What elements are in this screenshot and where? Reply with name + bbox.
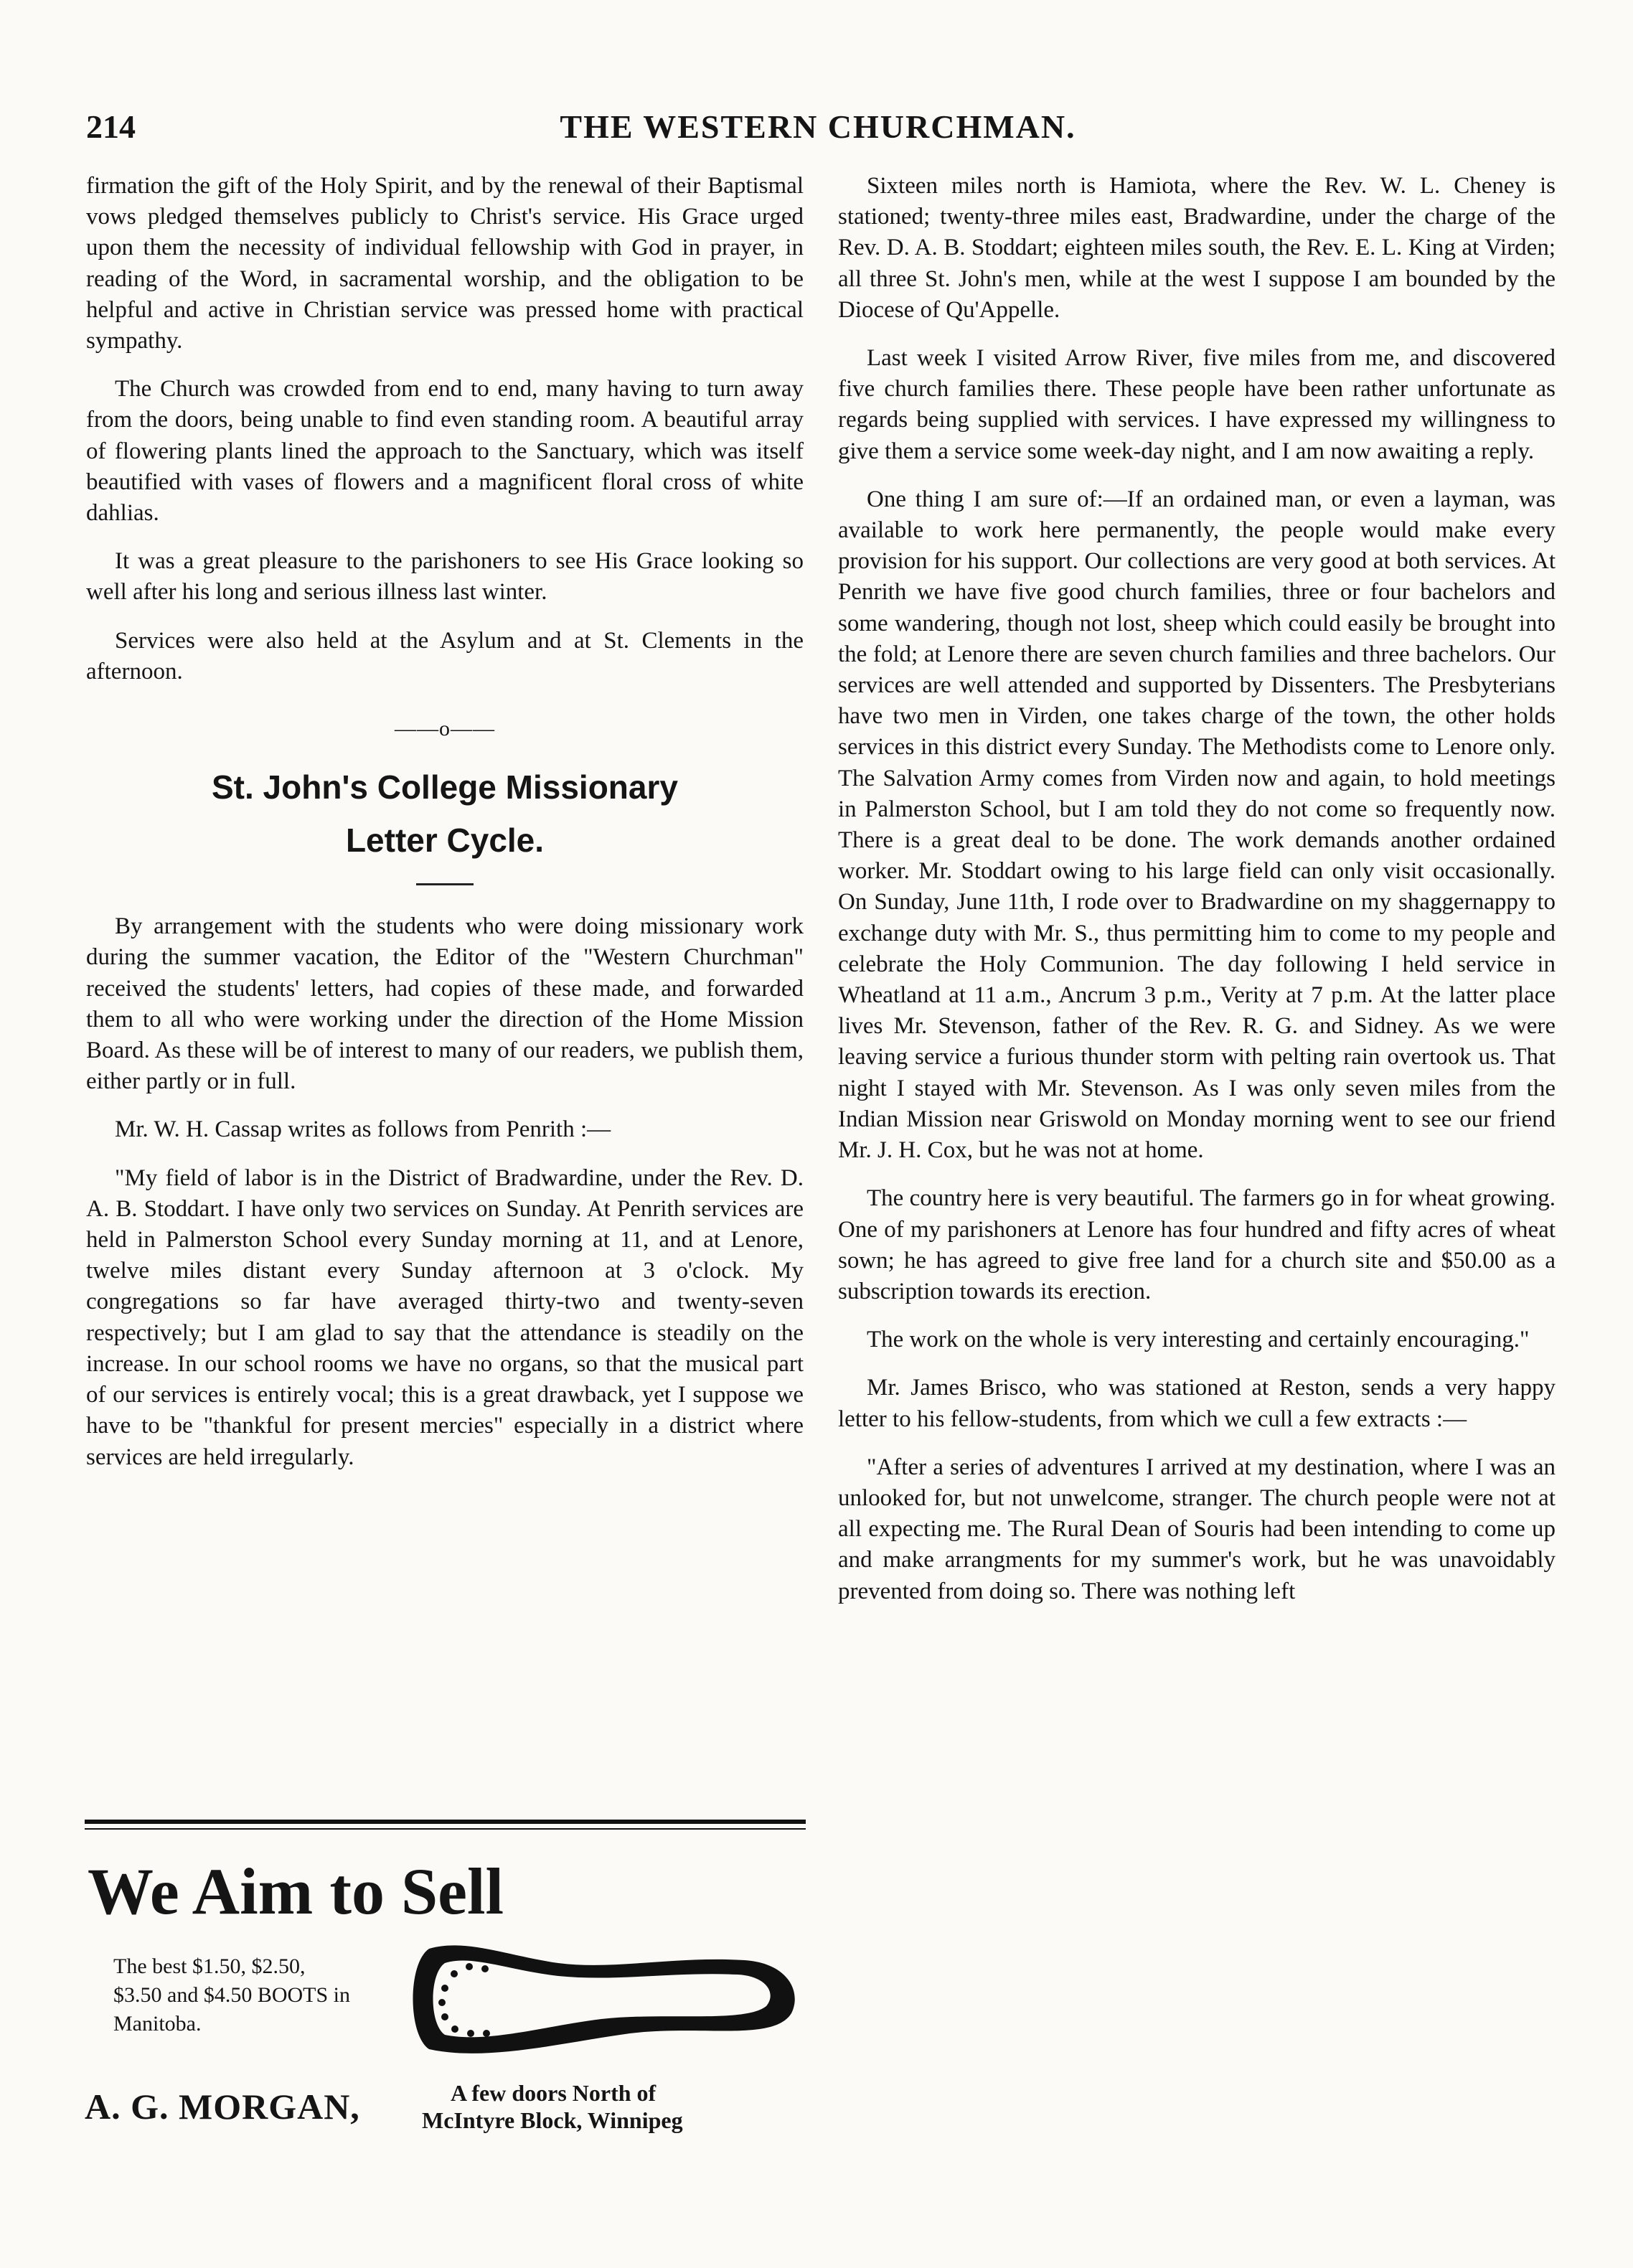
article-paragraph: "My field of labor is in the District of Bradwardine, under the Rev. D. A. B. Stoddart. I have only two services on Sunday. At Penrith services are held in Palmerston School every Sunday morning at 11, and at Lenore, twelve miles distant every Sunday afternoon at 3 o'clock. My congregations so far have averaged thirty-two and twenty-seven respectively; but I am glad to say that the attendance is steadily on the increase. In our school rooms we have no organs, so that the musical part of our services is entirely vocal; this is a great drawback, yet I suppose we have to be "thankful for present mercies" especially in a district where services are held irregularly. (86, 1164, 804, 1470)
page-number: 214 (86, 108, 136, 145)
ad-body-text: The best $1.50, $2.50, $3.50 and $4.50 BOOTS in Manitoba. (113, 1954, 350, 2036)
article-paragraph: The Church was crowded from end to end, many having to turn away from the doors, being unable to find even standing room. A beautiful array of flowering plants lined the approach to the Sanctuary, which was itself beautified with vases of flowers and a magnificent floral cross of white dahlias. (86, 376, 804, 527)
ad-top-rule (85, 1820, 806, 1824)
article-paragraph: Mr. W. H. Cassap writes as follows from Penrith :— (115, 1116, 611, 1143)
ad-headline: We Aim to Sell (88, 1855, 504, 1928)
left-column (86, 171, 804, 1490)
article-paragraph: The work on the whole is very interesting and certainly encouraging." (867, 1327, 1530, 1353)
article-heading-line2: Letter Cycle. (345, 822, 545, 860)
article-paragraph: It was a great pleasure to the parishoners to see His Grace looking so well after his long and serious illness last winter. (86, 548, 804, 606)
ad-address (422, 2079, 683, 2134)
boot-sole-icon (400, 1934, 802, 2064)
article-heading-line1: St. John's College Missionary (212, 768, 678, 806)
page-header (86, 108, 1550, 151)
article-paragraph: Mr. James Brisco, who was stationed at Reston, sends a very happy letter to his fellow-students, from which we cull a few extracts :— (838, 1375, 1556, 1432)
article-paragraph: By arrangement with the students who were doing missionary work during the summer vacation, the Editor of the "Western Churchman" received the students' letters, had copies of these made, and forwarded them to all who were working under the direction of the Home Mission Board. As these will be of interest to many of our readers, we publish them, either partly or in full. (86, 913, 804, 1095)
right-column (838, 171, 1556, 1624)
masthead-title: THE WESTERN CHURCHMAN. (560, 108, 1076, 145)
article-paragraph: Sixteen miles north is Hamiota, where the Rev. W. L. Cheney is stationed; twenty-three miles east, Bradwardine, under the charge of the Rev. D. A. B. Stoddart; eighteen miles south, the Rev. E. L. King at Virden; all three St. John's men, while at the west I suppose I am bounded by the Diocese of Qu'Appelle. (838, 173, 1556, 323)
article-paragraph: firmation the gift of the Holy Spirit, and by the renewal of their Baptismal vows pledged themselves publicly to Christ's service. His Grace urged upon them the necessity of individual fellowship with God in prayer, in reading of the Word, in sacramental worship, and the obligation to be helpful and active in Christian service was pressed home with practical sympathy. (86, 173, 804, 354)
heading-rule (416, 883, 474, 885)
ad-merchant-name: A. G. MORGAN, (85, 2086, 360, 2127)
ad-address-line1: A few doors North of (451, 2080, 657, 2106)
article-paragraph: "After a series of adventures I arrived at my destination, where I was an unlooked for, but not unwelcome, stranger. The church people were not at all expecting me. The Rural Dean of Souris had been intending to come up and make arrangments for my summer's work, but he was unavoidably prevented from doing so. There was nothing left (838, 1454, 1556, 1604)
article-paragraph: The country here is very beautiful. The farmers go in for wheat growing. One of my parishoners at Lenore has four hundred and fifty acres of wheat sown; he has agreed to give free land for a church site and $50.00 as a subscription towards its erection. (838, 1185, 1556, 1304)
section-divider: ——o—— (395, 717, 495, 741)
boot-advertisement (85, 1820, 806, 2243)
ad-address-line2: McIntyre Block, Winnipeg (422, 2107, 683, 2133)
article-paragraph: One thing I am sure of:—If an ordained man, or even a layman, was available to work here permanently, the people would make every provision for his support. Our collections are very good at both services. At Penrith we have five good church families, three or four bachelors and some wandering, though not lost, sheep which could easily be brought into the fold; at Lenore there are seven church families and three bachelors. Our services are well attended and supported by Dissenters. The Presbyterians have two men in Virden, one takes charge of the town, the other holds services in this district every Sunday. The Methodists come to Lenore only. The Salvation Army comes from Virden now and again, to hold meetings in Palmerston School, but I am told they do not come so frequently now. There is a great deal to be done. The work demands another ordained worker. Mr. Stoddart owing to his large field can only visit occasionally. On Sunday, June 11th, I rode over to Bradwardine on my shaggernappy to exchange duty with Mr. S., thus permitting him to come to my people and celebrate the Holy Communion. The day following I held service in Wheatland at 11 a.m., Ancrum 3 p.m., Verity at 7 p.m. At the latter place lives Mr. Stevenson, father of the Rev. R. G. and Sidney. As we were leaving service a furious thunder storm with pelting rain overtook us. That night I stayed with Mr. Stevenson. As I was only seven miles from the Indian Mission near Griswold on Monday morning went to see our friend Mr. J. H. Cox, but he was not at home. (838, 486, 1556, 1164)
article-paragraph: Last week I visited Arrow River, five miles from me, and discovered five church families there. These people have been rather unfortunate as regards being supplied with services. I have expressed my willingness to give them a service some week-day night, and I am now awaiting a reply. (838, 345, 1556, 464)
ad-top-rule-thin (85, 1828, 806, 1830)
article-paragraph: Services were also held at the Asylum and at St. Clements in the afternoon. (86, 627, 804, 684)
